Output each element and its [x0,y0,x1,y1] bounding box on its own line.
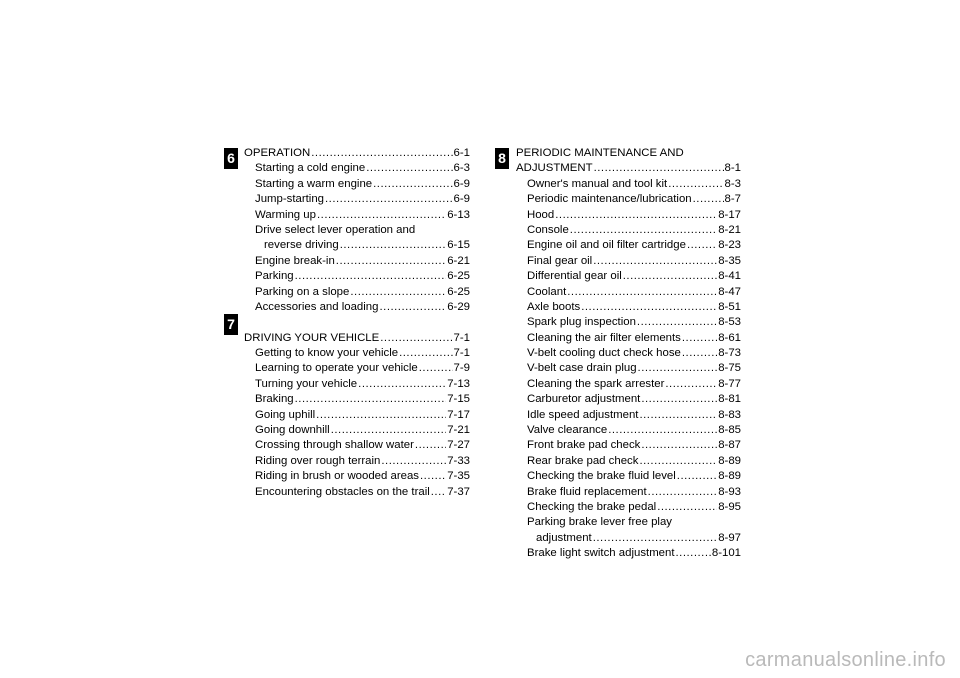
toc-entry-title: ADJUSTMENT [516,162,593,175]
toc-entry-title: Hood [527,208,555,221]
toc-leader-dots [555,208,717,223]
toc-entry-title: Coolant [527,285,567,298]
toc-leader-dots [350,285,446,300]
toc-entry [516,546,741,561]
toc-leader-dots [325,192,453,207]
toc-entry-title: Turning your vehicle [255,377,358,390]
section-tab-8: 8 [495,148,509,169]
toc-entry-title: Encountering obstacles on the trail [255,485,430,498]
toc-entry [516,408,741,423]
toc-leader-dots [340,238,446,253]
toc-entry-page: 8-35 [718,254,741,267]
toc-entry-page: 8-73 [718,347,741,360]
toc-entry-page: 8-61 [718,331,741,344]
toc-entry [244,192,470,207]
toc-leader-dots [637,315,717,330]
toc-entry-page: 6-9 [453,193,470,206]
toc-entry [244,331,470,346]
toc-entry-page: 7-27 [447,439,470,452]
toc-leader-dots [608,423,717,438]
toc-entry [244,361,470,376]
toc-leader-dots [682,331,717,346]
toc-entry-title: Learning to operate your vehicle [255,362,418,375]
toc-entry-title: Spark plug inspection [527,316,636,329]
toc-entry-title: Valve clearance [527,424,608,437]
toc-leader-dots [677,469,717,484]
toc-entry [244,469,470,484]
toc-entry-title: Console [527,223,569,236]
toc-entry [516,361,741,376]
toc-entry-title: Engine oil and oil filter cartridge [527,239,686,252]
toc-entry [244,254,470,269]
toc-entry-page: 6-3 [453,162,470,175]
toc-entry-page: 8-53 [718,316,741,329]
toc-leader-dots [639,454,717,469]
toc-entry [244,285,470,300]
toc-section-driving [244,331,470,500]
toc-leader-dots [316,408,446,423]
toc-entry [516,192,741,207]
toc-leader-dots [682,346,717,361]
toc-entry [516,485,741,500]
watermark-text: carmanualsonline.info [745,649,946,671]
toc-entry-page: 8-89 [718,454,741,467]
toc-entry-title: Cleaning the air filter elements [527,331,681,344]
toc-entry [244,408,470,423]
toc-entry-page: 6-25 [447,285,470,298]
toc-entry-page: 7-37 [447,485,470,498]
toc-leader-dots [331,423,446,438]
toc-leader-dots [358,377,446,392]
toc-entry-title: Cleaning the spark arrester [527,377,665,390]
toc-leader-dots [687,238,717,253]
toc-entry-page: 7-21 [447,424,470,437]
toc-entry-title: Crossing through shallow water [255,439,414,452]
toc-entry-title: Going uphill [255,408,316,421]
toc-entry [244,223,470,238]
toc-entry [516,469,741,484]
toc-leader-dots [295,269,447,284]
toc-leader-dots [567,285,717,300]
toc-entry [516,500,741,515]
toc-entry-title: Getting to know your vehicle [255,347,399,360]
section-tab-6: 6 [224,148,238,169]
toc-entry-page: 8-21 [718,223,741,236]
toc-entry [516,515,741,530]
toc-entry-page: 6-15 [447,239,470,252]
toc-entry [244,346,470,361]
toc-entry [244,485,470,500]
toc-entry-page: 8-47 [718,285,741,298]
toc-entry [244,269,470,284]
toc-column-left [244,146,470,500]
toc-entry-page: 7-9 [453,362,470,375]
toc-entry-title: Differential gear oil [527,270,622,283]
toc-entry-title: DRIVING YOUR VEHICLE [244,331,380,344]
toc-entry-title: Parking brake lever free play [527,516,672,529]
toc-entry-title: Jump-starting [255,193,325,206]
toc-entry-page: 8-87 [718,439,741,452]
toc-entry [516,300,741,315]
toc-entry-page: 7-1 [453,331,470,344]
toc-leader-dots [648,485,718,500]
toc-leader-dots [594,161,724,176]
toc-entry-page: 8-51 [718,300,741,313]
toc-entry-title: adjustment [536,531,592,544]
toc-leader-dots [693,192,724,207]
toc-leader-dots [665,377,717,392]
toc-entry-title: Checking the brake fluid level [527,470,676,483]
toc-entry-title: Front brake pad check [527,439,641,452]
toc-entry-title: Final gear oil [527,254,593,267]
toc-leader-dots [399,346,452,361]
toc-entry [516,346,741,361]
toc-leader-dots [676,546,711,561]
toc-entry-title: Accessories and loading [255,300,379,313]
toc-entry-page: 6-29 [447,300,470,313]
toc-entry [516,238,741,253]
toc-entry-page: 6-1 [453,147,470,159]
toc-entry [244,161,470,176]
toc-entry [244,208,470,223]
toc-entry-title: Owner's manual and tool kit [527,177,668,190]
toc-leader-dots [593,531,717,546]
toc-leader-dots [638,361,718,376]
toc-entry-page: 7-33 [447,454,470,467]
toc-leader-dots [317,208,446,223]
toc-entry [516,254,741,269]
toc-leader-dots [380,331,452,346]
toc-entry [516,269,741,284]
toc-entry-page: 8-97 [718,531,741,544]
toc-entry-page: 6-25 [447,270,470,283]
toc-entry-page: 8-81 [718,393,741,406]
toc-entry [516,208,741,223]
toc-entry-title: Axle boots [527,300,581,313]
toc-entry-page: 7-35 [447,470,470,483]
toc-entry [244,423,470,438]
toc-entry [516,331,741,346]
toc-entry-title: Warming up [255,208,316,221]
toc-entry [516,438,741,453]
toc-entry [244,454,470,469]
toc-entry-title: OPERATION [244,147,311,159]
toc-leader-dots [639,408,717,423]
toc-entry [244,177,470,192]
toc-entry-title: Parking [255,270,294,283]
toc-leader-dots [295,392,447,407]
toc-entry-title: Braking [255,393,294,406]
toc-entry-page: 8-85 [718,424,741,437]
toc-entry-page: 6-9 [453,177,470,190]
toc-entry-title: Starting a warm engine [255,177,373,190]
toc-entry-title: Brake fluid replacement [527,485,647,498]
toc-entry [244,392,470,407]
toc-entry-page: 8-7 [724,193,741,206]
toc-entry-title: V-belt cooling duct check hose [527,347,681,360]
toc-section-operation [244,146,470,315]
toc-entry-page: 8-95 [718,500,741,513]
toc-entry-page: 8-75 [718,362,741,375]
toc-entry-title: Idle speed adjustment [527,408,639,421]
toc-entry-title: Brake light switch adjustment [527,547,675,560]
toc-leader-dots [657,500,717,515]
toc-entry-page: 8-1 [724,162,741,175]
toc-entry-page: 6-21 [447,254,470,267]
toc-entry-page: 8-89 [718,470,741,483]
toc-column-right [516,146,741,562]
toc-leader-dots [381,454,446,469]
toc-leader-dots [570,223,717,238]
toc-entry-page: 8-77 [718,377,741,390]
toc-leader-dots [415,438,446,453]
toc-entry [516,392,741,407]
toc-leader-dots [336,254,446,269]
toc-entry [244,377,470,392]
toc-entry [516,223,741,238]
toc-leader-dots [366,161,452,176]
toc-leader-dots [373,177,452,192]
toc-entry-title: Going downhill [255,424,330,437]
toc-entry [516,146,741,161]
section-gap [244,315,470,330]
toc-entry-title: PERIODIC MAINTENANCE AND [516,147,684,159]
toc-leader-dots [641,438,717,453]
toc-leader-dots [668,177,723,192]
toc-entry [516,177,741,192]
toc-entry-title: Carburetor adjustment [527,393,641,406]
toc-entry-page: 8-83 [718,408,741,421]
toc-entry [516,161,741,176]
toc-leader-dots [379,300,446,315]
toc-entry [244,438,470,453]
toc-entry [516,285,741,300]
toc-leader-dots [593,254,717,269]
toc-entry-page: 8-17 [718,208,741,221]
toc-leader-dots [623,269,717,284]
toc-entry-title: Periodic maintenance/lubrication [527,193,692,206]
section-tab-7: 7 [224,314,238,335]
toc-entry-title: Drive select lever operation and [255,223,416,236]
toc-leader-dots [431,485,446,500]
toc-entry-title: Riding over rough terrain [255,454,381,467]
toc-entry-title: Rear brake pad check [527,454,639,467]
toc-entry [244,146,470,161]
toc-section-maintenance [516,146,741,562]
toc-entry-title: Riding in brush or wooded areas [255,470,419,483]
toc-entry-title: Starting a cold engine [255,162,366,175]
toc-entry [244,300,470,315]
toc-entry [516,454,741,469]
toc-entry-title: reverse driving [264,239,339,252]
toc-entry-page: 7-15 [447,393,470,406]
toc-leader-dots [581,300,717,315]
toc-leader-dots [311,146,452,161]
toc-entry [516,531,741,546]
toc-entry-page: 8-3 [724,177,741,190]
toc-entry [516,377,741,392]
toc-entry-page: 8-93 [718,485,741,498]
toc-entry-page: 7-13 [447,377,470,390]
toc-entry-page: 6-13 [447,208,470,221]
toc-entry-title: V-belt case drain plug [527,362,637,375]
toc-entry-page: 7-1 [453,347,470,360]
toc-leader-dots [641,392,717,407]
toc-entry-page: 8-41 [718,270,741,283]
toc-entry-title: Checking the brake pedal [527,500,657,513]
toc-entry-page: 8-23 [718,239,741,252]
toc-entry-title: Engine break-in [255,254,335,267]
toc-leader-dots [420,469,446,484]
toc-entry-title: Parking on a slope [255,285,350,298]
toc-entry-page: 7-17 [447,408,470,421]
toc-leader-dots [419,361,453,376]
toc-entry [244,238,470,253]
toc-entry-page: 8-101 [711,547,741,560]
toc-entry [516,315,741,330]
toc-entry [516,423,741,438]
